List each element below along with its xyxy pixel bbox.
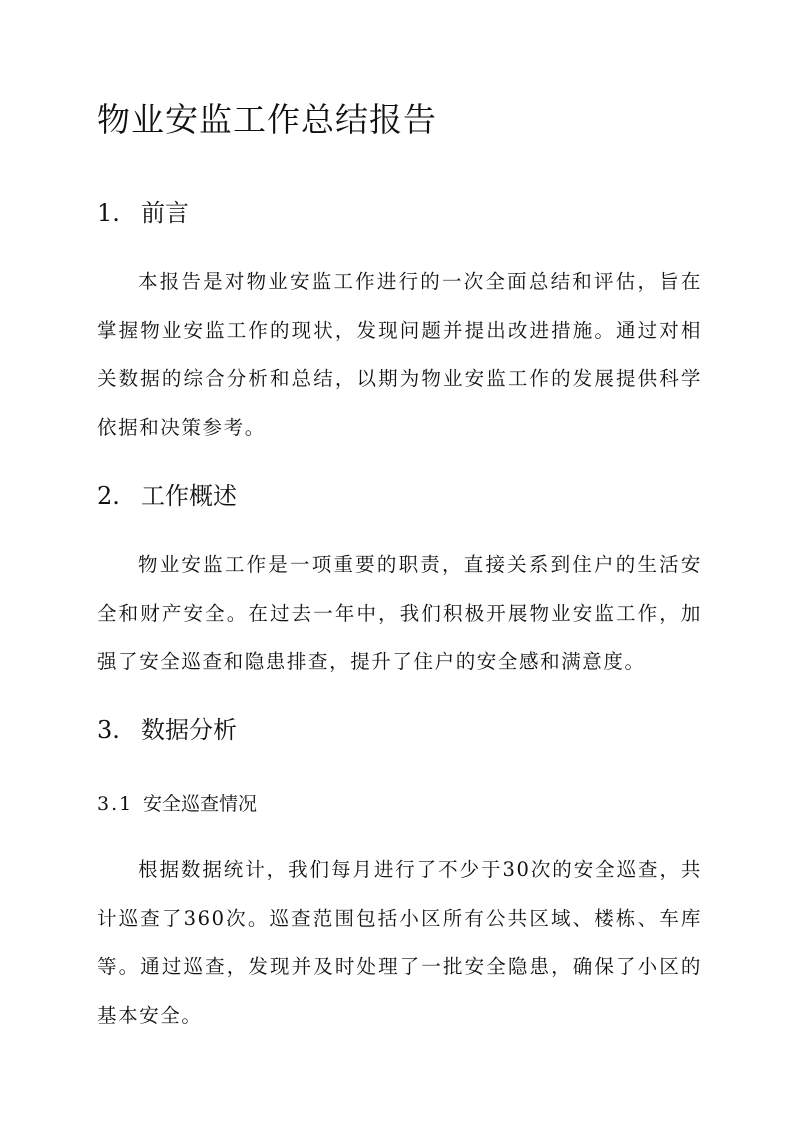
section-title: 前言 — [141, 199, 189, 227]
inspection-paragraph: 根据数据统计，我们每月进行了不少于30次的安全巡查，共计巡查了360次。巡查范围包括小区所有公共区域、楼栋、车库等。通过巡查，发现并及时处理了一批安全隐患，确保了小区的基本安全。 — [97, 858, 702, 1028]
preface-paragraph: 本报告是对物业安监工作进行的一次全面总结和评估，旨在掌握物业安监工作的现状，发现问题并提出改进措施。通过对相关数据的综合分析和总结，以期为物业安监工作的发展提供科学依据和决策参考。 — [97, 270, 702, 440]
subsection-heading-inspection — [97, 790, 257, 818]
overview-paragraph: 物业安监工作是一项重要的职责，直接关系到住户的生活安全和财产安全。在过去一年中，我们积极开展物业安监工作，加强了安全巡查和隐患排查，提升了住户的安全感和满意度。 — [97, 553, 702, 674]
subsection-number: 3.1 — [97, 793, 134, 815]
section-number: 2. — [97, 482, 120, 510]
section-heading-overview — [97, 480, 237, 512]
section-heading-data-analysis — [97, 714, 237, 746]
subsection-title: 安全巡查情况 — [143, 793, 258, 815]
section-number: 3. — [97, 716, 120, 744]
section-title: 数据分析 — [141, 716, 237, 744]
section-title: 工作概述 — [141, 482, 237, 510]
document-title: 物业安监工作总结报告 — [97, 100, 437, 139]
section-number: 1. — [97, 199, 120, 227]
section-heading-preface — [97, 197, 189, 229]
